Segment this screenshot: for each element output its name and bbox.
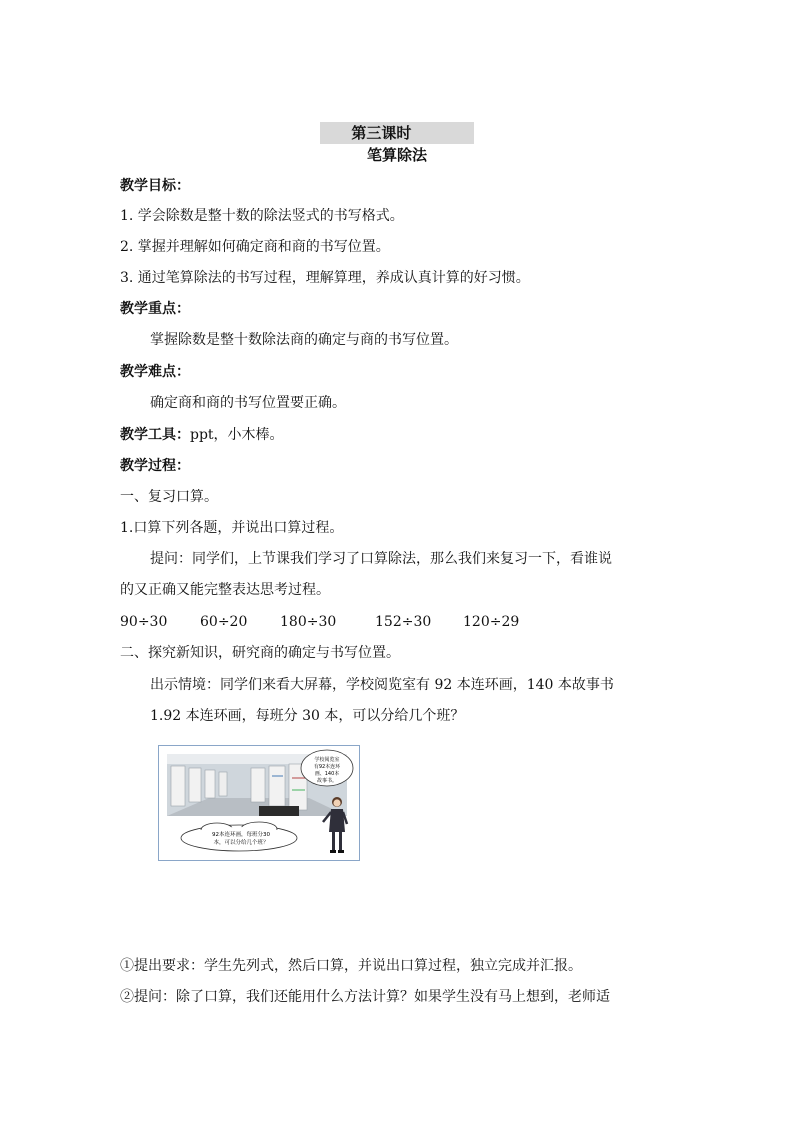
title-topic: 笔算除法 [366,146,427,164]
question-line-2: 的又正确又能完整表达思考过程。 [120,582,330,598]
question-line-1: 提问：同学们，上节课我们学习了口算除法，那么我们来复习一下，看谁说 [150,551,612,567]
expression-5: 120÷29 [463,614,520,630]
svg-text:有92本连环: 有92本连环 [313,764,341,770]
section-2-heading: 二、探究新知识，研究商的确定与书写位置。 [120,645,400,661]
tools-text: ppt，小木棒。 [190,427,284,443]
svg-text:学校阅览室: 学校阅览室 [314,757,340,763]
library-scene-illustration [159,746,359,860]
scene-text: 出示情境：同学们来看大屏幕，学校阅览室有 92 本连环画，140 本故事书 [150,677,614,693]
page-title [320,122,474,164]
expression-3: 180÷30 [280,614,337,630]
difficulty-text: 确定商和商的书写位置要正确。 [150,395,346,411]
key-heading: 教学重点： [120,301,190,317]
title-lesson: 第三课时 [351,124,412,142]
svg-text:故事书。: 故事书。 [316,778,338,784]
expression-2: 60÷20 [200,614,248,630]
key-text: 掌握除数是整十数除法商的确定与商的书写位置。 [150,332,458,348]
goal-2: 2. 掌握并理解如何确定商和商的书写位置。 [120,239,390,255]
goals-heading: 教学目标： [120,178,190,194]
expression-4: 152÷30 [375,614,432,630]
step-1: ①提出要求：学生先列式，然后口算，并说出口算过程，独立完成并汇报。 [120,958,582,974]
goal-1: 1. 学会除数是整十数的除法竖式的书写格式。 [120,208,404,224]
expression-1: 90÷30 [120,614,168,630]
goal-3: 3. 通过笔算除法的书写过程，理解算理，养成认真计算的好习惯。 [120,270,530,286]
svg-text:92本连环画，每班分30: 92本连环画，每班分30 [212,832,270,838]
process-heading: 教学过程： [120,458,190,474]
svg-text:画、140本: 画、140本 [314,771,340,777]
section-1-heading: 一、复习口算。 [120,489,218,505]
problem-text: 1.92 本连环画，每班分 30 本，可以分给几个班？ [150,708,465,724]
step-2: ②提问：除了口算，我们还能用什么方法计算？如果学生没有马上想到，老师适 [120,989,610,1005]
item-1: 1.口算下列各题，并说出口算过程。 [120,520,344,536]
tools-heading: 教学工具： [120,427,190,443]
svg-text:本，可以分给几个班？: 本，可以分给几个班？ [213,840,269,846]
library-scene-figure [158,745,360,861]
tools-line [120,425,284,445]
difficulty-heading: 教学难点： [120,364,190,380]
